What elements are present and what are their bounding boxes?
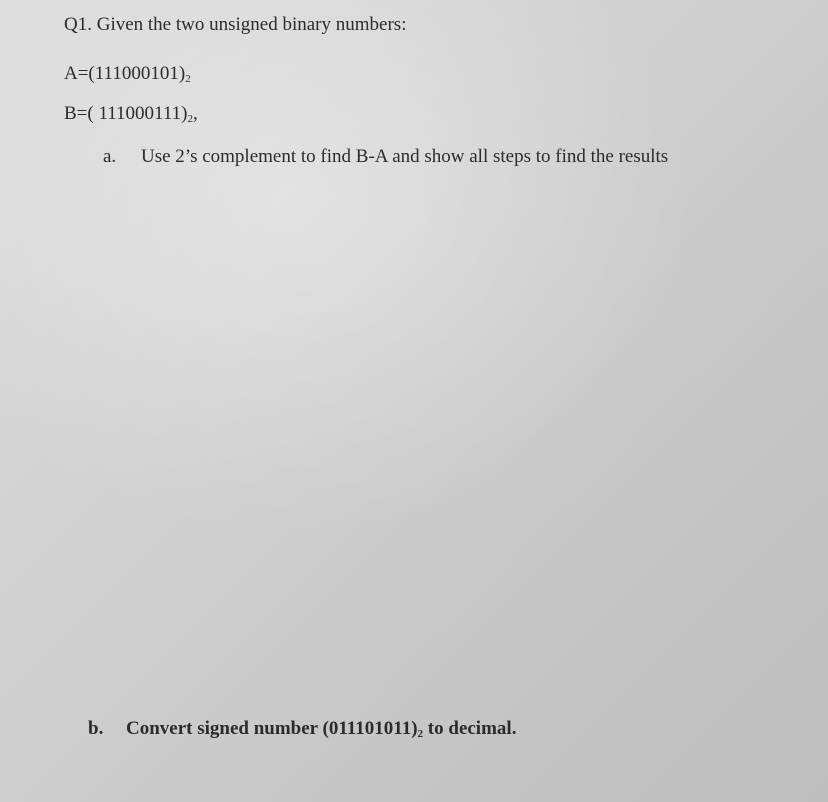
- part-a: [103, 146, 668, 168]
- part-b-base: 2: [417, 728, 424, 740]
- part-b-marker: b.: [88, 718, 104, 739]
- number-b-value: 111000111: [98, 103, 182, 124]
- part-a-text: Use 2’s complement to find B-A and show all steps to find the results: [141, 146, 669, 167]
- part-b-text-before: Convert signed number (: [126, 718, 329, 739]
- number-a: [64, 63, 191, 85]
- part-b: [88, 718, 516, 740]
- question-title: [64, 14, 406, 36]
- number-b: [64, 103, 198, 125]
- number-a-base: 2: [185, 73, 191, 85]
- number-a-prefix: A=(: [64, 63, 95, 84]
- question-title-text: Q1. Given the two unsigned binary numbers:: [64, 14, 407, 35]
- part-b-value: 011101011: [328, 718, 412, 739]
- number-a-close: ): [178, 63, 186, 84]
- number-b-suffix: ,: [192, 103, 198, 124]
- part-b-close: ): [411, 718, 418, 739]
- number-b-close: ): [181, 103, 188, 124]
- part-a-marker: a.: [103, 146, 117, 167]
- number-b-prefix: B=(: [64, 103, 99, 124]
- number-b-base: 2: [187, 113, 193, 125]
- part-b-text-after: to decimal.: [423, 718, 517, 739]
- number-a-value: 111000101: [94, 63, 179, 84]
